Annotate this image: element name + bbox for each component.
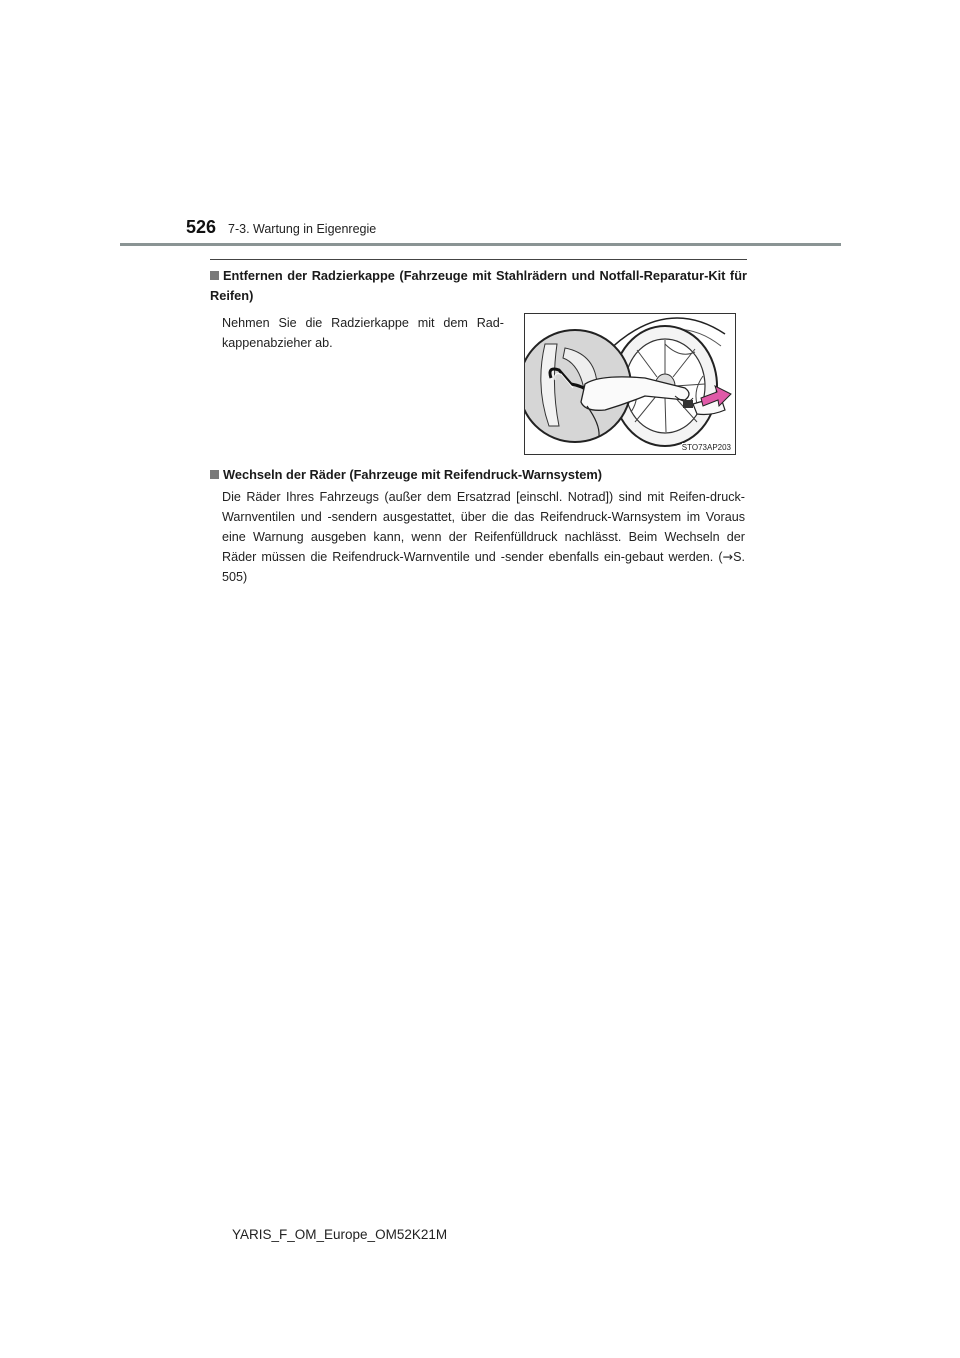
instruction-text: Nehmen Sie die Radzierkappe mit dem Rad-kappenabzieher ab. [222, 316, 504, 350]
square-bullet-icon [210, 470, 219, 479]
tpms-description [222, 487, 745, 587]
figure-wheel-cover-removal [524, 313, 736, 455]
heading-text: Entfernen der Radzierkappe (Fahrzeuge mit Stahlrädern und Notfall-Reparatur-Kit für Reifen) [210, 268, 747, 303]
wheel-cover-illustration [525, 314, 735, 454]
figure-code: STO73AP203 [681, 443, 731, 452]
tpms-text: Die Räder Ihres Fahrzeugs (außer dem Ersatzrad [einschl. Notrad]) sind mit Reifen-druck-Warnventilen und -sendern ausgestattet, über die das Reifendruck-Warnsystem im Voraus eine Warnung ausgeben kann, wenn der Reifenfülldruck nachlässt. Beim Wechseln der Räder müssen die Reifendruck-Warnventile und -sender ebenfalls ein-gebaut werden. ( [222, 490, 745, 564]
page-reference-link[interactable]: S. 505 [222, 550, 745, 584]
square-bullet-icon [210, 271, 219, 280]
section-title: 7-3. Wartung in Eigenregie [228, 222, 377, 236]
footer-doc-id: YARIS_F_OM_Europe_OM52K21M [232, 1227, 448, 1242]
tpms-text-end: ) [243, 570, 248, 584]
heading-text: Wechseln der Räder (Fahrzeuge mit Reifendruck-Warnsystem) [223, 467, 603, 482]
content-divider [210, 259, 747, 260]
heading-change-wheels [210, 465, 747, 485]
page-number: 526 [186, 217, 217, 237]
header-divider [120, 243, 841, 246]
page-reference-arrow: → [722, 549, 734, 564]
heading-remove-wheel-cover [210, 266, 747, 306]
